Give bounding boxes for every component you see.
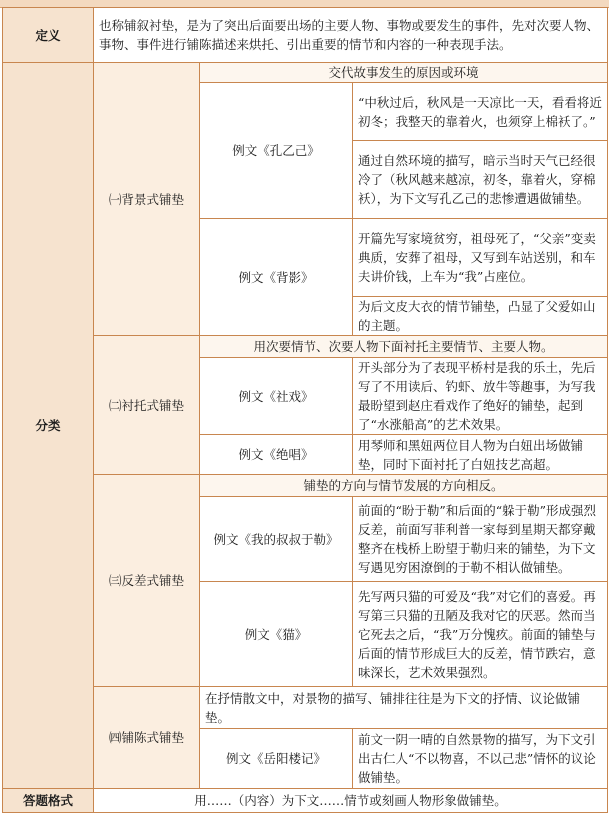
example-label-yueyanglouji: 例文《岳阳楼记》 bbox=[200, 729, 353, 789]
category-1-header: 交代故事发生的原因或环境 bbox=[200, 63, 608, 83]
example-label-kongyiji: 例文《孔乙己》 bbox=[200, 83, 353, 219]
category-4-name: ㈣铺陈式铺垫 bbox=[94, 687, 200, 789]
example-text: 先写两只猫的可爱及“我”对它们的喜爱。再写第三只猫的丑陋及我对它的厌恶。然而当它死去之后，“我”万分愧疚。前面的铺垫与后面的情节形成巨大的反差，情节跌宕，意味深长，艺术效果强烈。 bbox=[353, 582, 608, 687]
definition-text: 也称铺叙衬垫，是为了突出后面要出场的主要人物、事物或要发生的事件，先对次要人物、事物、事件进行铺陈描述来烘托、引出重要的情节和内容的一种表现手法。 bbox=[94, 8, 608, 63]
category-3-name: ㈢反差式铺垫 bbox=[94, 475, 200, 687]
example-text: “中秋过后，秋风是一天凉比一天，看看将近初冬；我整天的靠着火，也须穿上棉袄了。” bbox=[353, 83, 608, 141]
example-text: 用琴师和黑妞两位目人物为白妞出场做铺垫，同时下面衬托了白妞技艺高超。 bbox=[353, 435, 608, 475]
category-1-name: ㈠背景式铺垫 bbox=[94, 63, 200, 336]
example-label-wodeshushu: 例文《我的叔叔于勒》 bbox=[200, 497, 353, 582]
example-label-juechang: 例文《绝唱》 bbox=[200, 435, 353, 475]
example-text: 前文一阴一晴的自然景物的描写，为下文引出古仁人“不以物喜，不以己悲”情怀的议论做铺垫。 bbox=[353, 729, 608, 789]
example-text: 为后文皮大衣的情节铺垫，凸显了父爱如山的主题。 bbox=[353, 297, 608, 336]
category-3-header-row bbox=[3, 475, 608, 497]
technique-table bbox=[2, 7, 608, 813]
answer-format-row bbox=[3, 789, 608, 813]
category-1-header-row bbox=[3, 63, 608, 83]
category-4-header: 在抒情散文中，对景物的描写、铺排往往是为下文的抒情、议论做铺垫。 bbox=[200, 687, 608, 729]
example-text: 通过自然环境的描写，暗示当时天气已经很冷了（秋风越来越凉，初冬，靠着火，穿棉袄），为下文写孔乙己的悲惨遭遇做铺垫。 bbox=[353, 141, 608, 219]
category-2-name: ㈡衬托式铺垫 bbox=[94, 336, 200, 475]
definition-row bbox=[3, 8, 608, 63]
category-3-header: 铺垫的方向与情节发展的方向相反。 bbox=[200, 475, 608, 497]
answer-format-label: 答题格式 bbox=[3, 789, 94, 813]
example-text: 开头部分为了表现平桥村是我的乐土，先后写了不用读后、钓虾、放牛等趣事，为写我最盼望到赵庄看戏作了绝好的铺垫，起到了“水涨船高”的艺术效果。 bbox=[353, 358, 608, 435]
example-label-mao: 例文《猫》 bbox=[200, 582, 353, 687]
example-text: 开篇先写家境贫穷，祖母死了，“父亲”变卖典质，安葬了祖母，又写到车站送别，和车夫讲价钱，上车为“我”占座位。 bbox=[353, 219, 608, 297]
example-label-beiying: 例文《背影》 bbox=[200, 219, 353, 336]
category-4-header-row bbox=[3, 687, 608, 729]
example-text: 前面的“盼于勒”和后面的“躲于勒”形成强烈反差，前面写菲利普一家每到星期天都穿戴整齐在栈桥上盼望于勒归来的铺垫，为下文写遇见穷困潦倒的于勒不相认做铺垫。 bbox=[353, 497, 608, 582]
classification-label: 分类 bbox=[3, 63, 94, 789]
category-2-header-row bbox=[3, 336, 608, 358]
example-label-shexi: 例文《社戏》 bbox=[200, 358, 353, 435]
answer-format-text: 用……（内容）为下文……情节或刻画人物形象做铺垫。 bbox=[94, 789, 608, 813]
category-2-header: 用次要情节、次要人物下面衬托主要情节、主要人物。 bbox=[200, 336, 608, 358]
definition-label: 定义 bbox=[3, 8, 94, 63]
